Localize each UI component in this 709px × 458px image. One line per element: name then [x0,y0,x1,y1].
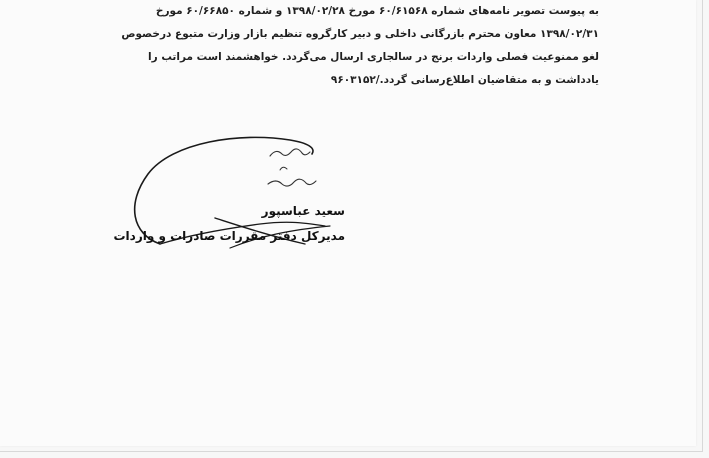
letter-line-4: یادداشت و به متقاضیان اطلاع‌رسانی گردد./۹۶۰۳۱۵۲ [330,74,599,86]
signer-title: مدیرکل دفتر مقررات صادرات و واردات [113,229,345,243]
page-edge-right [702,0,703,452]
letter-line-3: لغو ممنوعیت فصلی واردات برنج در سالجاری ارسال می‌گردد. خواهشمند است مراتب را [148,51,599,63]
letter-body [112,0,599,92]
signer-name: سعید عباسپور [261,204,345,218]
letter-line-2: ۱۳۹۸/۰۲/۳۱ معاون محترم بازرگانی داخلی و دبیر کارگروه تنظیم بازار وزارت متبوع درخصوص [121,28,599,40]
page-edge-bottom [0,451,703,452]
signature-block [113,126,350,256]
letter-line-1: به پیوست تصویر نامه‌های شماره ۶۰/۶۱۵۶۸ مورخ ۱۳۹۸/۰۲/۲۸ و شماره ۶۰/۶۶۸۵۰ مورخ [155,5,599,17]
